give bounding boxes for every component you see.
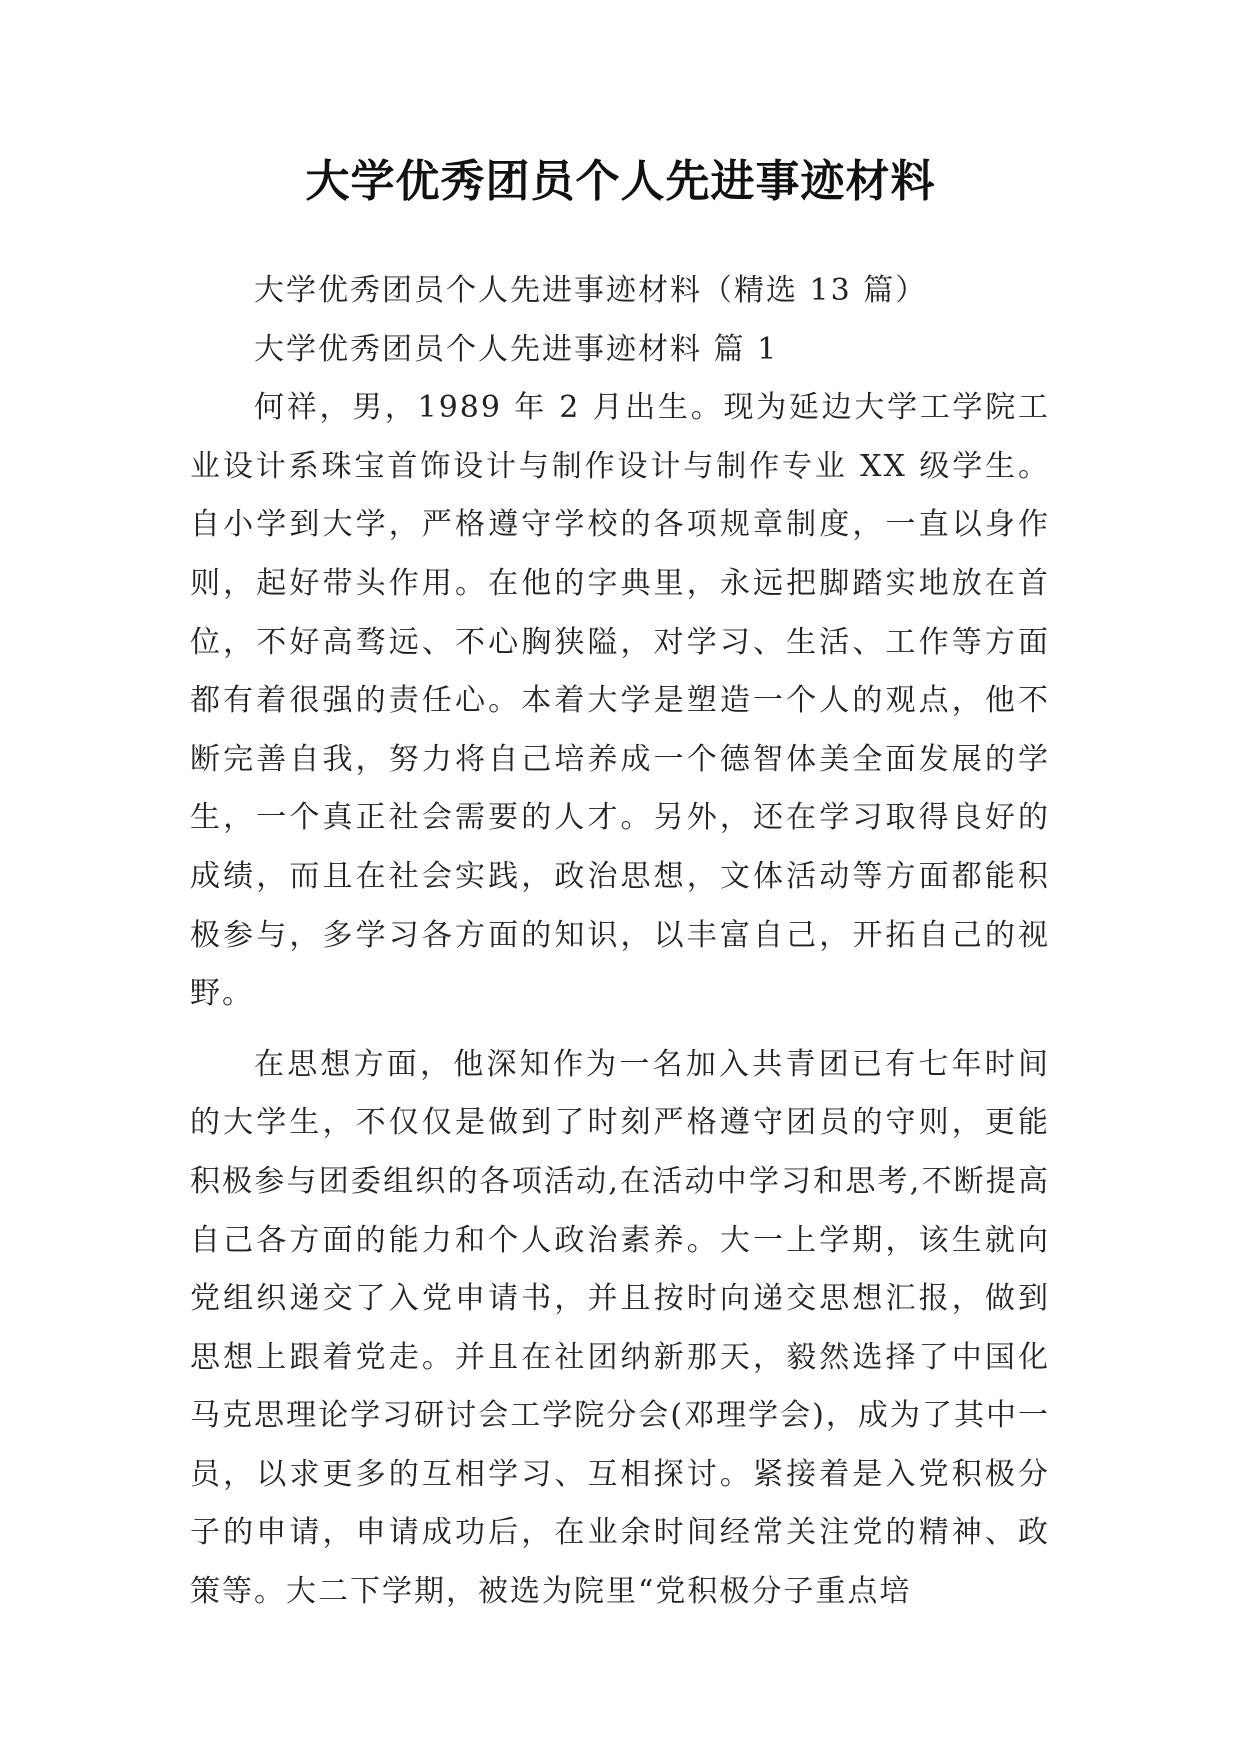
section-heading: 大学优秀团员个人先进事迹材料 篇 1 — [254, 331, 779, 367]
document-title: 大学优秀团员个人先进事迹材料 — [305, 156, 936, 207]
document-subtitle: 大学优秀团员个人先进事迹材料（精选 13 篇） — [254, 273, 928, 308]
body-paragraph: 在思想方面，他深知作为一名加入共青团已有七年时间的大学生，不仅仅是做到了时刻严格遵守团员的守则，更能积极参与团委组织的各项活动,在活动中学习和思考,不断提高自己各方面的能力和个人政治素养。大一上学期，该生就向党组织递交了入党申请书，并且按时向递交思想汇报，做到思想上跟着党走。并且在社团纳新那天，毅然选择了中国化马克思理论学习研讨会工学院分会(邓理学会)，成为了其中一员，以求更多的互相学习、互相探讨。紧接着是入党积极分子的申请，申请成功后，在业余时间经常关注党的精神、政策等。大二下学期，被选为院里“党积极分子重点培 — [190, 1046, 1050, 1610]
body-paragraph: 何祥，男，1989 年 2 月出生。现为延边大学工学院工业设计系珠宝首饰设计与制作设计与制作专业 XX 级学生。自小学到大学，严格遵守学校的各项规章制度，一直以身作则，起好带头作用。在他的字典里，永远把脚踏实地放在首位，不好高骛远、不心胸狭隘，对学习、生活、工作等方面都有着很强的责任心。本着大学是塑造一个人的观点，他不断完善自我，努力将自己培养成一个德智体美全面发展的学生，一个真正社会需要的人才。另外，还在学习取得良好的成绩，而且在社会实践，政治思想，文体活动等方面都能积极参与，多学习各方面的知识，以丰富自己，开拓自己的视野。 — [190, 390, 1050, 1012]
document-body — [190, 262, 1050, 1622]
